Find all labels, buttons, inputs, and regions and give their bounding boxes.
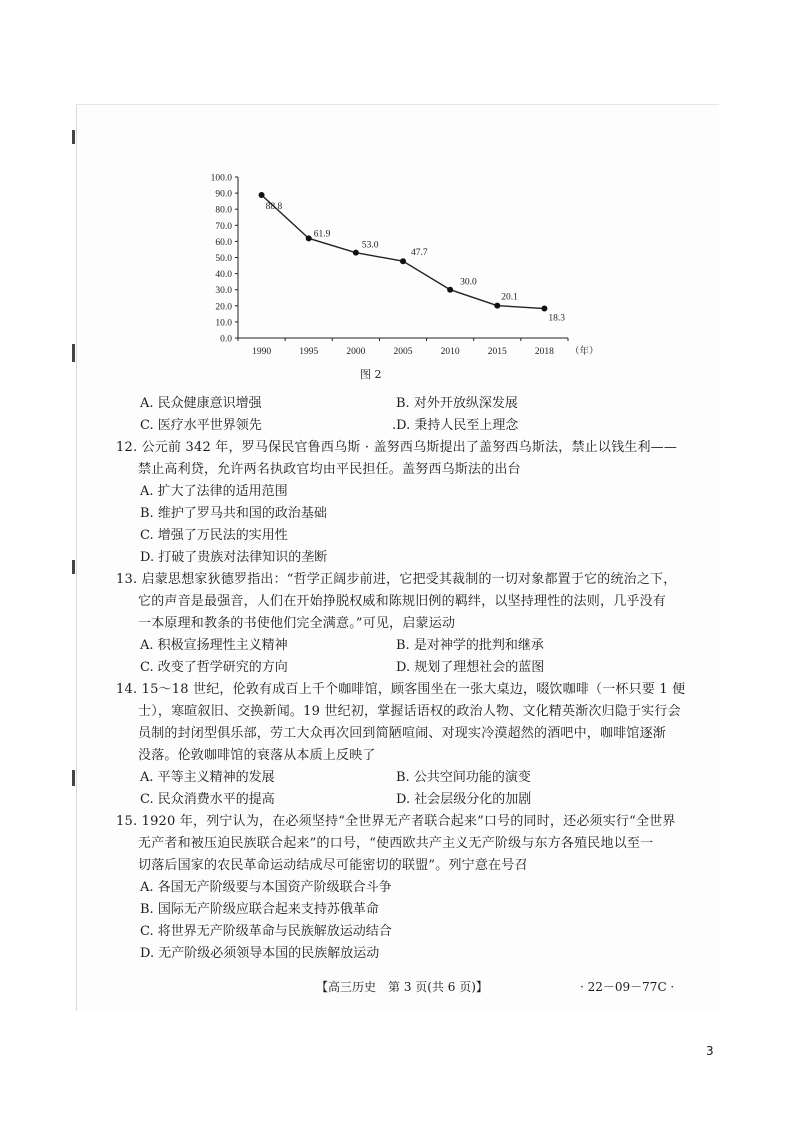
y-tick-label: 20.0 (215, 302, 232, 313)
q14-option-b: B. 公共空间功能的演变 (396, 770, 531, 785)
binding-mark (72, 130, 75, 144)
q12-option-b: B. 维护了罗马共和国的政治基础 (140, 506, 327, 521)
y-tick-label: 0.0 (220, 334, 232, 345)
data-point (306, 235, 312, 241)
y-tick-label: 90.0 (215, 189, 232, 200)
q13-stem-line-3: 一本原理和教条的书使他们完全满意。”可见，启蒙运动 (138, 616, 456, 631)
q12-option-c: C. 增强了万民法的实用性 (140, 528, 288, 543)
q12-stem-line-1: 12. 公元前 342 年，罗马保民官鲁西乌斯 · 盖努西乌斯提出了盖努西乌斯法，禁止以钱生利—— (116, 440, 678, 455)
q11-option-a: A. 民众健康意识增强 (140, 396, 262, 411)
page-footer-title: 【高三历史 第 3 页(共 6 页)】 (316, 980, 488, 994)
q13-stem-line-2: 它的声音是最强音，人们在开始挣脱权威和陈规旧例的羁绊，以坚持理性的法则，几乎没有 (138, 594, 667, 609)
data-point (541, 306, 547, 312)
q15-stem-line-1: 15. 1920 年，列宁认为，在必须坚持“全世界无产者联合起来”口号的同时，还必须实行“全世界 (116, 814, 676, 829)
q14-stem-line-2: 士），寒暄叙旧、交换新闻。19 世纪初，掌握话语权的政治人物、文化精英渐次归隐于实行会 (138, 704, 681, 719)
data-label: 20.1 (501, 292, 518, 303)
data-label: 53.0 (361, 240, 379, 251)
q14-option-d: D. 社会层级分化的加剧 (396, 792, 532, 807)
q13-option-a: A. 积极宣扬理性主义精神 (140, 638, 288, 653)
q12-option-a: A. 扩大了法律的适用范围 (140, 484, 288, 499)
y-tick-label: 100.0 (210, 173, 232, 184)
q14-stem-line-3: 员制的封闭型俱乐部，劳工大众再次回到简陋喧闹、对现实冷漠超然的酒吧中，咖啡馆逐渐 (138, 726, 667, 741)
q15-stem-line-3: 切落后国家的农民革命运动结成尽可能密切的联盟”。列宁意在号召 (138, 858, 528, 873)
q15-option-b: B. 国际无产阶级应联合起来支持苏俄革命 (140, 902, 379, 917)
x-tick-label: 2005 (393, 347, 413, 357)
binding-mark (72, 770, 75, 786)
series-line (262, 195, 545, 309)
q15-option-d: D. 无产阶级必须领导本国的民族解放运动 (140, 946, 380, 961)
q14-option-a: A. 平等主义精神的发展 (140, 770, 275, 785)
x-tick-label: 1995 (299, 347, 319, 357)
q11-option-c: C. 医疗水平世界领先 (140, 418, 262, 433)
y-tick-label: 60.0 (215, 237, 232, 248)
q14-option-c: C. 民众消费水平的提高 (140, 792, 275, 807)
q13-option-d: D. 规划了理想社会的蓝图 (396, 660, 545, 675)
q11-option-d: .D. 秉持人民至上理念 (392, 418, 519, 433)
q14-stem-line-1: 14. 15～18 世纪，伦敦有成百上千个咖啡馆，顾客围坐在一张大桌边，啜饮咖啡（一杯只要 1 便 (116, 682, 686, 697)
data-label: 47.7 (411, 248, 428, 259)
page-number: 3 (706, 1044, 714, 1058)
figure-2-chart (200, 165, 600, 377)
q15-option-a: A. 各国无产阶级要与本国资产阶级联合斗争 (140, 880, 392, 895)
q12-option-d: D. 打破了贵族对法律知识的垄断 (140, 550, 328, 565)
binding-mark (72, 344, 75, 362)
y-tick-label: 50.0 (215, 254, 232, 264)
q12-stem-line-2: 禁止高利贷，允许两名执政官均由平民担任。盖努西乌斯法的出台 (138, 462, 521, 477)
y-tick-label: 40.0 (215, 270, 232, 281)
y-tick-label: 80.0 (215, 205, 232, 216)
data-point (353, 250, 359, 256)
figure-caption: 图 2 (360, 368, 382, 381)
data-point (400, 258, 406, 264)
y-tick-label: 70.0 (215, 221, 232, 232)
data-label: 30.0 (460, 277, 477, 288)
q13-stem-line-1: 13. 启蒙思想家狄德罗指出：“哲学正阔步前进，它把受其裁制的一切对象都置于它的统治之下， (116, 572, 677, 587)
data-point (259, 192, 265, 198)
y-tick-label: 30.0 (215, 286, 232, 297)
data-point (494, 303, 500, 309)
binding-mark (72, 560, 75, 574)
x-tick-label: 2018 (534, 347, 554, 357)
data-point (447, 287, 453, 293)
x-tick-label: 2010 (440, 347, 460, 357)
q14-stem-line-4: 没落。伦敦咖啡馆的衰落从本质上反映了 (138, 748, 376, 763)
paper-code: · 22－09－77C · (580, 980, 675, 994)
line-chart (200, 165, 600, 377)
data-label: 18.3 (548, 313, 566, 324)
x-tick-label: 1990 (252, 347, 272, 357)
q13-option-c: C. 改变了哲学研究的方向 (140, 660, 288, 675)
x-tick-label: 2000 (346, 347, 366, 357)
x-tick-label: 2015 (487, 347, 507, 357)
data-label: 88.8 (265, 202, 283, 213)
q15-stem-line-2: 无产者和被压迫民族联合起来”的口号，“使西欧共产主义无产阶级与东方各殖民地以至一 (138, 836, 654, 851)
q15-option-c: C. 将世界无产阶级革命与民族解放运动结合 (140, 924, 392, 939)
q11-option-b: B. 对外开放纵深发展 (396, 396, 518, 411)
q13-option-b: B. 是对神学的批判和继承 (396, 638, 544, 653)
data-label: 61.9 (313, 229, 331, 240)
y-tick-label: 10.0 (215, 318, 232, 329)
x-axis-unit: （年） (570, 347, 599, 357)
